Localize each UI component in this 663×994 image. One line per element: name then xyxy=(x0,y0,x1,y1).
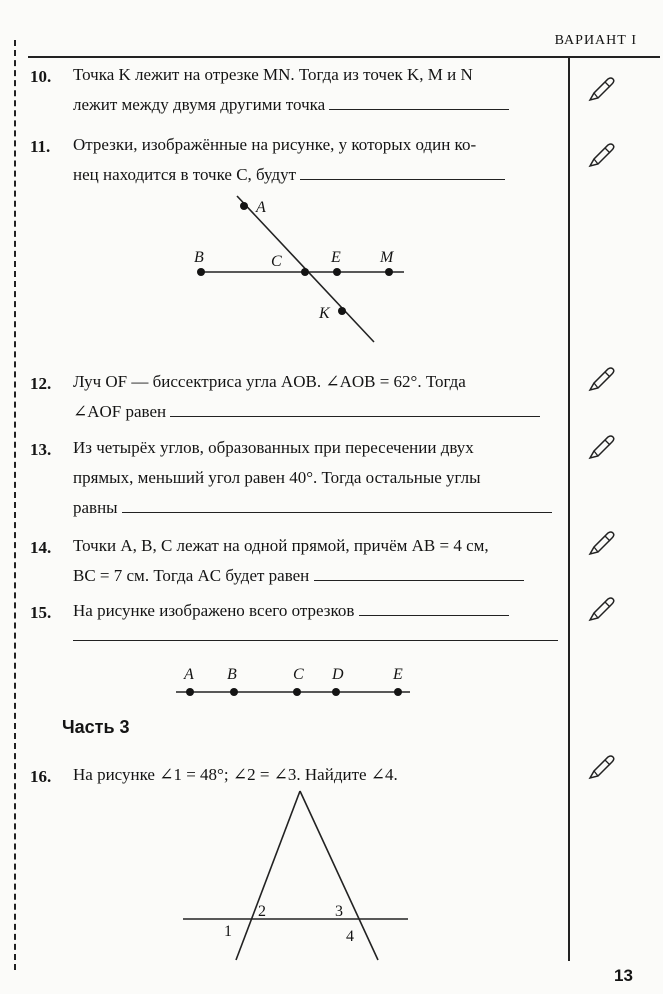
question-number: 11. xyxy=(30,137,51,156)
label-a: A xyxy=(184,666,194,683)
right-side-line xyxy=(300,791,378,960)
point-b xyxy=(230,688,238,696)
question-number: 12. xyxy=(30,374,52,393)
pen-icon xyxy=(586,432,616,462)
angle-label-4: 4 xyxy=(346,928,354,945)
question-13-line-3: равны xyxy=(73,493,552,523)
left-side-line xyxy=(236,791,300,960)
label-d: D xyxy=(332,666,344,683)
answer-blank[interactable] xyxy=(122,496,552,513)
label-k: K xyxy=(319,305,330,322)
question-number: 14. xyxy=(30,538,52,557)
question-11-line-2: нец находится в точке C, будут xyxy=(73,160,505,190)
question-10-line-2: лежит между двумя другими точка xyxy=(73,90,509,120)
point-e xyxy=(394,688,402,696)
pen-icon xyxy=(586,528,616,558)
point-m xyxy=(385,268,393,276)
pen-icon xyxy=(586,594,616,624)
angle-label-1: 1 xyxy=(224,923,232,940)
question-14-line-1: Точки A, B, C лежат на одной прямой, причём AB = 4 см, xyxy=(73,536,489,555)
angle-label-2: 2 xyxy=(258,903,266,920)
pen-icon xyxy=(586,364,616,394)
label-c: C xyxy=(271,253,282,270)
label-m: M xyxy=(380,249,394,266)
page-number: 13 xyxy=(614,966,633,985)
pen-icon xyxy=(586,74,616,104)
section-title: Часть 3 xyxy=(62,717,130,737)
pen-icon xyxy=(586,752,616,782)
answer-blank[interactable] xyxy=(170,400,540,417)
question-11-line-1: Отрезки, изображённые на рисунке, у которых один ко- xyxy=(73,135,477,154)
point-e xyxy=(333,268,341,276)
pen-icon xyxy=(586,140,616,170)
question-13-line-1: Из четырёх углов, образованных при пересечении двух xyxy=(73,438,474,457)
question-13-line-2: прямых, меньший угол равен 40°. Тогда остальные углы xyxy=(73,468,481,487)
label-a: A xyxy=(256,199,266,216)
point-b xyxy=(197,268,205,276)
question-number: 10. xyxy=(30,67,52,86)
question-15-line-1: На рисунке изображено всего отрезков xyxy=(73,596,509,626)
label-b: B xyxy=(227,666,237,683)
point-a xyxy=(186,688,194,696)
question-12-line-2: ∠AOF равен xyxy=(73,397,540,427)
label-e: E xyxy=(331,249,341,266)
label-c: C xyxy=(293,666,304,683)
answer-blank[interactable] xyxy=(314,564,524,581)
point-k xyxy=(338,307,346,315)
angle-label-3: 3 xyxy=(335,903,343,920)
point-c xyxy=(301,268,309,276)
question-16-line-1: На рисунке ∠1 = 48°; ∠2 = ∠3. Найдите ∠4. xyxy=(73,765,398,784)
point-d xyxy=(332,688,340,696)
question-number: 16. xyxy=(30,767,52,786)
answer-blank[interactable] xyxy=(359,599,509,616)
label-e: E xyxy=(393,666,403,683)
question-number: 13. xyxy=(30,440,52,459)
point-c xyxy=(293,688,301,696)
answer-blank-continued[interactable] xyxy=(73,640,558,641)
variant-label: ВАРИАНТ I xyxy=(554,33,637,48)
point-a xyxy=(240,202,248,210)
question-14-line-2: BC = 7 см. Тогда AC будет равен xyxy=(73,561,524,591)
label-b: B xyxy=(194,249,204,266)
question-10-line-1: Точка K лежит на отрезке MN. Тогда из точек K, M и N xyxy=(73,65,473,84)
question-12-line-1: Луч OF — биссектриса угла AOB. ∠AOB = 62°. Тогда xyxy=(73,372,466,391)
question-number: 15. xyxy=(30,603,52,622)
